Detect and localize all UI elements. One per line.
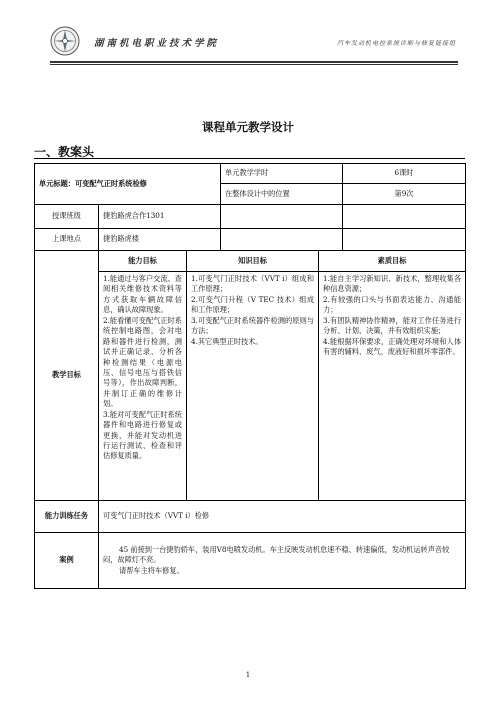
knowledge-objectives <box>187 272 319 501</box>
header-rule <box>50 61 458 63</box>
table-row <box>35 501 466 533</box>
header-rule-thin <box>50 64 458 65</box>
case-content <box>99 533 466 589</box>
table-row <box>35 205 466 229</box>
task-label: 能力训练任务 <box>35 501 99 533</box>
empty-cell <box>343 205 466 229</box>
list-item: 1.可变气门正时技术（VVT i）组成和工作原理； <box>191 274 315 294</box>
lesson-plan-table <box>34 163 466 589</box>
place-value: 捷豹路虎楼 <box>99 229 221 251</box>
table-row <box>35 533 466 589</box>
section-heading: 一、教案头 <box>34 145 95 159</box>
position-value: 第9次 <box>343 184 466 205</box>
list-item: 1.能自主学习新知识、新技术，整理收集各种信息资源； <box>323 274 462 294</box>
ability-heading: 能力目标 <box>99 251 187 272</box>
quality-objectives <box>319 272 466 501</box>
list-item: 2.能看懂可变配气正时系统控制电路图，会对电路和器件进行检测，测试并正确记录、分析各种检测结果（电源电压、信号电压与搭铁信号等），作出故障判断，并制订正确的维修计划。 <box>103 315 182 409</box>
list-item: 3.可变配气正时系统器件检测的原则与方法； <box>191 315 315 336</box>
case-label: 案例 <box>35 533 99 589</box>
case-paragraph: 45 前接到一台捷豹轿车，装用V8电喷发动机。车主反映发动机怠速不稳、转速偏低，发动机运转声音较闷，故障灯不亮。 <box>103 544 450 565</box>
class-label: 授课班级 <box>35 205 99 229</box>
objectives-label: 教学目标 <box>35 251 99 501</box>
list-item: 2.可变气门升程（V TEC 技术）组成和工作原理； <box>191 294 315 315</box>
list-item: 4.其它典型正时技术。 <box>191 336 263 346</box>
case-paragraph: 请帮车主将车修复。 <box>119 565 184 575</box>
list-item: 1.能通过与客户交流、查阅相关维修技术资料等方式获取车辆故障信息，确认故障现象。 <box>103 274 182 315</box>
quality-heading: 素质目标 <box>319 251 466 272</box>
unit-title-cell: 单元标题：可变配气正时系统检修 <box>35 164 221 205</box>
knowledge-heading: 知识目标 <box>187 251 319 272</box>
hours-label: 单元教学学时 <box>221 164 343 184</box>
table-row <box>35 164 466 184</box>
page-header <box>50 26 456 58</box>
list-item: 4.能根据环保要求，正确处理对环境和人体有害的辅料、废气、废液好和损坏零部件。 <box>323 336 462 357</box>
list-item: 3.有团队精神协作精神，能对工作任务进行分析、计划、决策，并有效组织实施； <box>323 315 462 336</box>
school-logo-icon <box>50 26 80 56</box>
empty-cell <box>221 229 343 251</box>
hours-value: 6课时 <box>343 164 466 184</box>
document-title: 课程单元教学设计 <box>202 120 294 134</box>
empty-cell <box>343 229 466 251</box>
school-name: 湖南机电职业技术学院 <box>94 38 220 49</box>
list-item: 2.有较强的口头与书面表达能力、沟通能力； <box>323 294 462 315</box>
task-value: 可变气门正时技术（VVT i）检修 <box>99 501 466 533</box>
class-value: 捷豹路虎合作1301 <box>99 205 221 229</box>
ability-objectives <box>99 272 187 501</box>
position-label: 在整体设计中的位置 <box>221 184 343 205</box>
section-rule <box>34 158 465 159</box>
table-row <box>35 272 466 501</box>
header-slogan: 汽车发动机电控系统诊断与修复链接组 <box>336 40 456 47</box>
list-item: 3.能对可变配气正时系统器件和电路进行修复或更换，并能对发动机进行运行测试、检查和评估修复质量。 <box>103 409 182 461</box>
table-row <box>35 251 466 272</box>
page-number: 1 <box>245 671 251 679</box>
empty-cell <box>221 205 343 229</box>
place-label: 上课地点 <box>35 229 99 251</box>
table-row <box>35 229 466 251</box>
